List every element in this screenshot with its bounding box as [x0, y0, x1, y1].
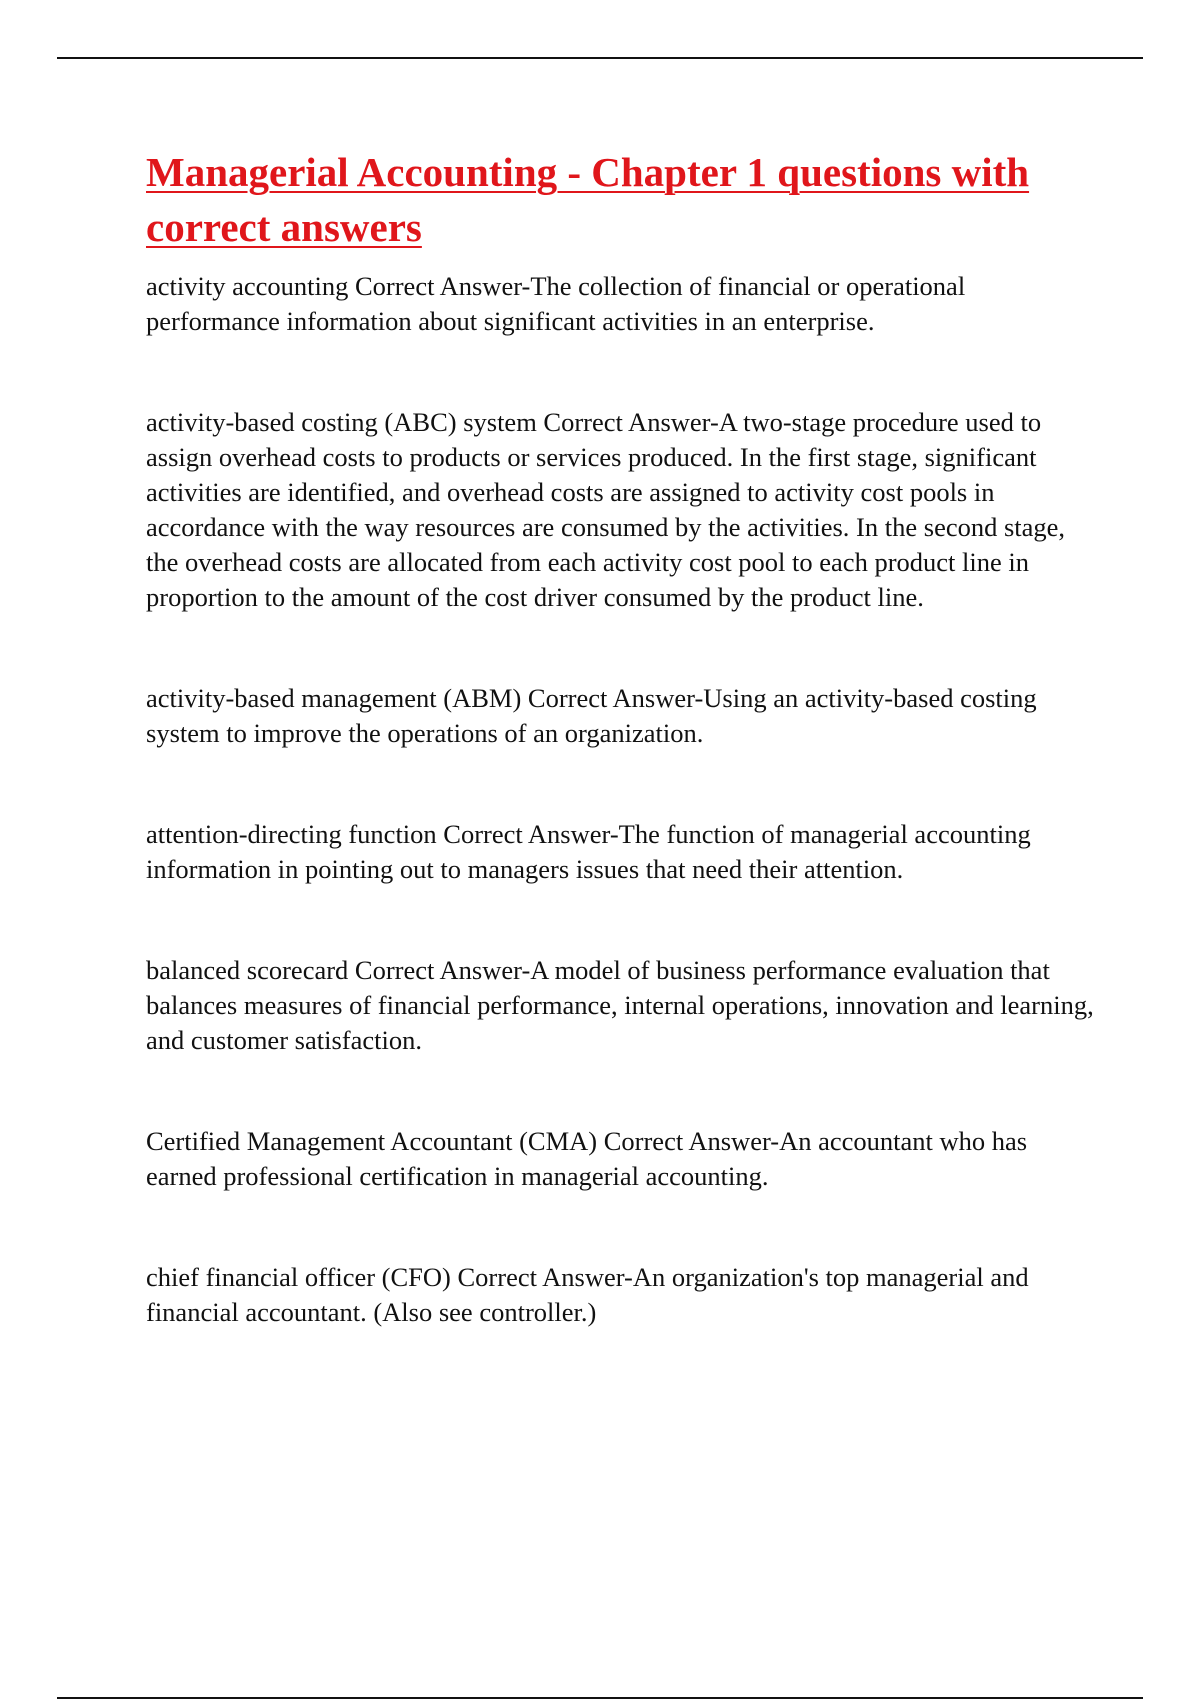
qa-entry-activity-accounting: activity accounting Correct Answer-The collection of financial or operational performance information about significant activities in an enterprise. — [146, 271, 966, 336]
qa-entry-balanced-scorecard: balanced scorecard Correct Answer-A model of business performance evaluation that balances measures of financial performance, internal operations, innovation and learning, and customer satisfaction. — [146, 955, 1094, 1055]
document-title: Managerial Accounting - Chapter 1 questions with correct answers — [146, 149, 1030, 250]
qa-entry-attention-directing-function: attention-directing function Correct Answer-The function of managerial accounting information in pointing out to managers issues that need their attention. — [146, 819, 1031, 884]
qa-list — [146, 269, 1096, 1330]
qa-entry-activity-based-management: activity-based management (ABM) Correct Answer-Using an activity-based costing system to improve the operations of an organization. — [146, 683, 1037, 748]
qa-entry-activity-based-costing: activity-based costing (ABC) system Correct Answer-A two-stage procedure used to assign overhead costs to products or services produced. In the first stage, significant activities are identified, and overhead costs are assigned to activity cost pools in accordance with the way resources are consumed by the activities. In the second stage, the overhead costs are allocated from each activity cost pool to each product line in proportion to the amount of the cost driver consumed by the product line. — [146, 407, 1066, 612]
footer-rule — [57, 1697, 1143, 1699]
document-page — [146, 145, 1096, 1396]
qa-entry-chief-financial-officer: chief financial officer (CFO) Correct Answer-An organization's top managerial and financial accountant. (Also see controller.) — [146, 1262, 1029, 1327]
header-rule — [57, 57, 1143, 59]
qa-entry-certified-management-accountant: Certified Management Accountant (CMA) Correct Answer-An accountant who has earned professional certification in managerial accounting. — [146, 1126, 1028, 1191]
